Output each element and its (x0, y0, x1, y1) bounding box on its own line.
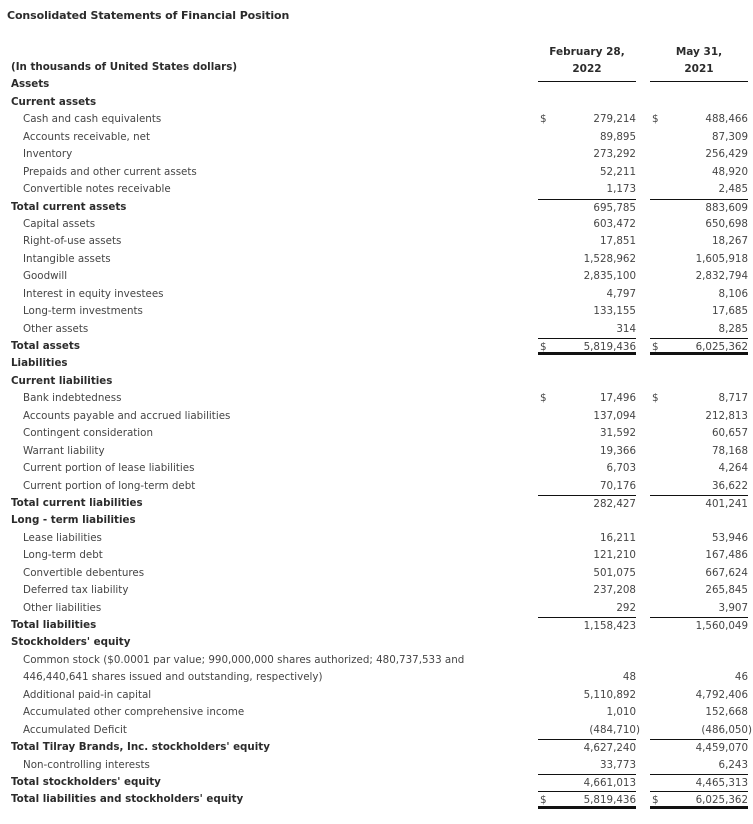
row-label: Contingent consideration (23, 427, 153, 440)
row-label-line1: Common stock ($0.0001 par value; 990,000,000 shares authorized; 480,737,533 and (23, 653, 465, 666)
value-feb-2022 (538, 739, 636, 756)
row-label: Liabilities (11, 357, 68, 370)
value-feb-2022 (538, 791, 636, 808)
amount: 6,025,362 (695, 341, 748, 353)
column-header-line2: 2022 (572, 63, 602, 75)
value-may-2021 (650, 687, 748, 704)
row-label: Total stockholders' equity (11, 775, 161, 788)
value-may-2021 (650, 495, 748, 512)
line-item-row (0, 181, 753, 198)
value-feb-2022 (538, 338, 636, 355)
value-may-2021 (650, 425, 748, 442)
currency-symbol: $ (540, 113, 547, 126)
line-item-row (0, 286, 753, 303)
line-item-row (0, 425, 753, 442)
value-may-2021 (650, 739, 748, 756)
row-label: Current liabilities (11, 374, 113, 387)
amount: 501,075 (593, 566, 636, 579)
row-label: Long-term investments (23, 305, 143, 318)
value-feb-2022 (538, 303, 636, 320)
amount: 16,211 (599, 531, 636, 544)
row-label: Right-of-use assets (23, 235, 122, 248)
amount: 19,366 (599, 444, 636, 457)
value-may-2021 (650, 111, 748, 128)
value-may-2021 (650, 199, 748, 216)
amount: 883,609 (705, 201, 748, 214)
value-feb-2022 (538, 408, 636, 425)
row-label: Accumulated Deficit (23, 723, 127, 736)
amount: 237,208 (593, 584, 636, 597)
amount: 48 (622, 671, 636, 684)
amount: 1,010 (606, 706, 636, 719)
row-label: Non-controlling interests (23, 758, 150, 771)
amount: 4,264 (718, 462, 748, 475)
section-row (0, 76, 753, 93)
value-may-2021 (650, 181, 748, 198)
value-feb-2022 (538, 669, 636, 686)
amount: 4,797 (606, 287, 636, 300)
value-feb-2022 (538, 530, 636, 547)
line-item-row (0, 652, 753, 687)
value-feb-2022 (538, 146, 636, 163)
value-feb-2022 (538, 460, 636, 477)
amount: 1,528,962 (583, 252, 636, 265)
row-label: Capital assets (23, 217, 96, 230)
value-may-2021 (650, 791, 748, 808)
row-label: Bank indebtedness (23, 392, 122, 405)
section-row (0, 338, 753, 355)
amount: 695,785 (593, 201, 636, 214)
section-row (0, 199, 753, 216)
line-item-row (0, 757, 753, 774)
amount: 137,094 (593, 409, 636, 422)
currency-symbol: $ (540, 794, 547, 807)
value-feb-2022 (538, 181, 636, 198)
value-feb-2022 (538, 722, 640, 739)
value-may-2021 (650, 268, 748, 285)
value-may-2021 (650, 617, 748, 634)
currency-symbol: $ (652, 794, 659, 807)
value-may-2021 (650, 547, 748, 564)
amount: 60,657 (711, 427, 748, 440)
amount: 279,214 (593, 113, 636, 126)
line-item-row (0, 146, 753, 163)
section-row (0, 355, 753, 372)
value-feb-2022 (538, 425, 636, 442)
value-may-2021 (650, 600, 748, 617)
row-label: Long-term debt (23, 549, 103, 562)
row-label: Convertible debentures (23, 566, 145, 579)
amount: 52,211 (599, 165, 636, 178)
row-label: Goodwill (23, 270, 68, 283)
line-item-row (0, 565, 753, 582)
row-label: Prepaids and other current assets (23, 165, 197, 178)
row-label: Long - term liabilities (11, 514, 136, 527)
amount: 3,907 (718, 601, 748, 614)
row-label: Total Tilray Brands, Inc. stockholders' equity (11, 741, 270, 754)
value-may-2021 (650, 303, 748, 320)
section-row (0, 512, 753, 529)
line-item-row (0, 216, 753, 233)
amount: 314 (616, 322, 636, 335)
amount: 31,592 (599, 427, 636, 440)
value-may-2021 (650, 669, 748, 686)
row-label: Current portion of long-term debt (23, 479, 196, 492)
amount: 17,851 (599, 235, 636, 248)
currency-symbol: $ (652, 392, 659, 405)
amount: 121,210 (593, 549, 636, 562)
amount: 2,832,794 (695, 270, 748, 283)
row-label: Convertible notes receivable (23, 183, 171, 196)
value-may-2021 (650, 251, 748, 268)
row-label: Current portion of lease liabilities (23, 462, 195, 475)
row-label: Total current assets (11, 200, 127, 213)
amount: 650,698 (705, 217, 748, 230)
line-item-row (0, 443, 753, 460)
amount: 4,459,070 (695, 742, 748, 755)
row-label: Additional paid-in capital (23, 688, 152, 701)
line-item-row (0, 704, 753, 721)
value-may-2021 (650, 582, 748, 599)
line-item-row (0, 722, 753, 739)
amount: 2,485 (718, 183, 748, 196)
section-row (0, 634, 753, 651)
value-may-2021 (650, 408, 748, 425)
value-may-2021 (650, 704, 748, 721)
amount: 401,241 (705, 497, 748, 510)
section-row (0, 495, 753, 512)
amount: 8,106 (718, 287, 748, 300)
value-may-2021 (650, 129, 748, 146)
section-row (0, 739, 753, 756)
amount: 6,243 (718, 758, 748, 771)
amount: 1,605,918 (695, 252, 748, 265)
column-header-line1: May 31, (675, 46, 723, 58)
amount: 1,173 (606, 183, 636, 196)
amount: 70,176 (599, 479, 636, 492)
row-label: Other liabilities (23, 601, 102, 614)
amount: 33,773 (599, 758, 636, 771)
value-feb-2022 (538, 443, 636, 460)
value-may-2021 (650, 757, 748, 774)
line-item-row (0, 582, 753, 599)
amount: 8,717 (718, 392, 748, 405)
amount: 4,465,313 (695, 776, 748, 789)
value-feb-2022 (538, 600, 636, 617)
section-row (0, 59, 753, 76)
value-may-2021 (650, 530, 748, 547)
value-feb-2022 (538, 774, 636, 791)
column-header-line2: 2021 (684, 63, 714, 75)
amount: 2,835,100 (583, 270, 636, 283)
row-label: Total liabilities and stockholders' equity (11, 793, 244, 806)
value-may-2021 (650, 722, 752, 739)
value-feb-2022 (538, 216, 636, 233)
amount: 46 (734, 671, 748, 684)
amount: 488,466 (705, 113, 748, 126)
balance-sheet-table (0, 59, 753, 809)
amount: 48,920 (711, 165, 748, 178)
line-item-row (0, 460, 753, 477)
value-may-2021 (650, 286, 748, 303)
line-item-row (0, 129, 753, 146)
amount: 603,472 (593, 217, 636, 230)
value-feb-2022 (538, 129, 636, 146)
line-item-row (0, 408, 753, 425)
section-row (0, 94, 753, 111)
value-may-2021 (650, 390, 748, 407)
amount: 4,792,406 (695, 688, 748, 701)
value-feb-2022 (538, 757, 636, 774)
value-may-2021 (650, 338, 748, 355)
value-may-2021 (650, 164, 748, 181)
value-may-2021 (650, 565, 748, 582)
value-feb-2022 (538, 547, 636, 564)
amount: 4,627,240 (583, 742, 636, 755)
amount: 292 (616, 601, 636, 614)
amount: 78,168 (711, 444, 748, 457)
row-label: Total liabilities (11, 619, 97, 631)
row-label (23, 652, 464, 687)
line-item-row (0, 233, 753, 250)
amount: 4,661,013 (583, 776, 636, 789)
value-feb-2022 (538, 268, 636, 285)
value-feb-2022 (538, 286, 636, 303)
row-label: Assets (11, 78, 50, 91)
row-label: Total current liabilities (11, 496, 143, 509)
row-label: Lease liabilities (23, 531, 102, 544)
currency-symbol: $ (652, 113, 659, 126)
value-feb-2022 (538, 617, 636, 634)
value-may-2021 (650, 478, 748, 495)
amount: 5,110,892 (583, 688, 636, 701)
line-item-row (0, 321, 753, 338)
value-may-2021 (650, 443, 748, 460)
amount: 36,622 (711, 479, 748, 492)
row-label: Total assets (11, 340, 80, 352)
amount: 18,267 (711, 235, 748, 248)
amount: 5,819,436 (583, 794, 636, 807)
value-feb-2022 (538, 687, 636, 704)
row-label: Other assets (23, 322, 89, 335)
amount: 212,813 (705, 409, 748, 422)
line-item-row (0, 268, 753, 285)
value-feb-2022 (538, 704, 636, 721)
value-may-2021 (650, 233, 748, 250)
value-feb-2022 (538, 582, 636, 599)
amount: (484,710) (589, 723, 640, 736)
amount: 273,292 (593, 148, 636, 161)
line-item-row (0, 530, 753, 547)
line-item-row (0, 687, 753, 704)
row-label: Deferred tax liability (23, 584, 129, 597)
amount: 8,285 (718, 322, 748, 335)
amount: 133,155 (593, 305, 636, 318)
row-label: Cash and cash equivalents (23, 113, 162, 126)
row-label: Stockholders' equity (11, 636, 131, 649)
line-item-row (0, 390, 753, 407)
statement-title: Consolidated Statements of Financial Position (7, 9, 290, 22)
currency-symbol: $ (540, 392, 547, 405)
value-feb-2022 (538, 495, 636, 512)
value-feb-2022 (538, 251, 636, 268)
value-may-2021 (650, 146, 748, 163)
amount: 87,309 (711, 130, 748, 143)
row-label: Accounts payable and accrued liabilities (23, 409, 231, 422)
amount: 667,624 (705, 566, 748, 579)
amount: 167,486 (705, 549, 748, 562)
line-item-row (0, 164, 753, 181)
amount: 53,946 (711, 531, 748, 544)
line-item-row (0, 478, 753, 495)
value-feb-2022 (538, 565, 636, 582)
row-label-line2: 446,440,641 shares issued and outstanding, respectively) (23, 671, 323, 684)
line-item-row (0, 600, 753, 617)
currency-symbol: $ (652, 341, 659, 353)
currency-symbol: $ (540, 341, 547, 353)
line-item-row (0, 111, 753, 128)
value-may-2021 (650, 321, 748, 338)
section-row (0, 617, 753, 634)
amount: 17,685 (711, 305, 748, 318)
value-may-2021 (650, 774, 748, 791)
line-item-row (0, 547, 753, 564)
amount: 1,158,423 (583, 620, 636, 632)
row-label: Accumulated other comprehensive income (23, 706, 245, 719)
value-feb-2022 (538, 111, 636, 128)
section-row (0, 774, 753, 791)
column-header-line1: February 28, (549, 46, 625, 58)
row-label: Intangible assets (23, 252, 111, 265)
amount: 256,429 (705, 148, 748, 161)
amount: (486,050) (701, 723, 752, 736)
value-feb-2022 (538, 478, 636, 495)
amount: 152,668 (705, 706, 748, 719)
value-feb-2022 (538, 199, 636, 216)
value-may-2021 (650, 460, 748, 477)
value-feb-2022 (538, 321, 636, 338)
line-item-row (0, 251, 753, 268)
value-may-2021 (650, 216, 748, 233)
amount: 6,703 (606, 462, 636, 475)
section-row (0, 791, 753, 808)
amount: 265,845 (705, 584, 748, 597)
row-label: Accounts receivable, net (23, 130, 150, 143)
amount: 282,427 (593, 497, 636, 510)
row-label: (In thousands of United States dollars) (11, 61, 238, 73)
line-item-row (0, 303, 753, 320)
value-feb-2022 (538, 390, 636, 407)
row-label: Warrant liability (23, 444, 105, 457)
section-row (0, 373, 753, 390)
amount: 89,895 (599, 130, 636, 143)
amount: 1,560,049 (695, 620, 748, 632)
row-label: Inventory (23, 148, 73, 161)
value-feb-2022 (538, 164, 636, 181)
row-label: Interest in equity investees (23, 287, 164, 300)
value-feb-2022 (538, 233, 636, 250)
amount: 5,819,436 (583, 341, 636, 353)
amount: 17,496 (599, 392, 636, 405)
amount: 6,025,362 (695, 794, 748, 807)
row-label: Current assets (11, 95, 97, 108)
